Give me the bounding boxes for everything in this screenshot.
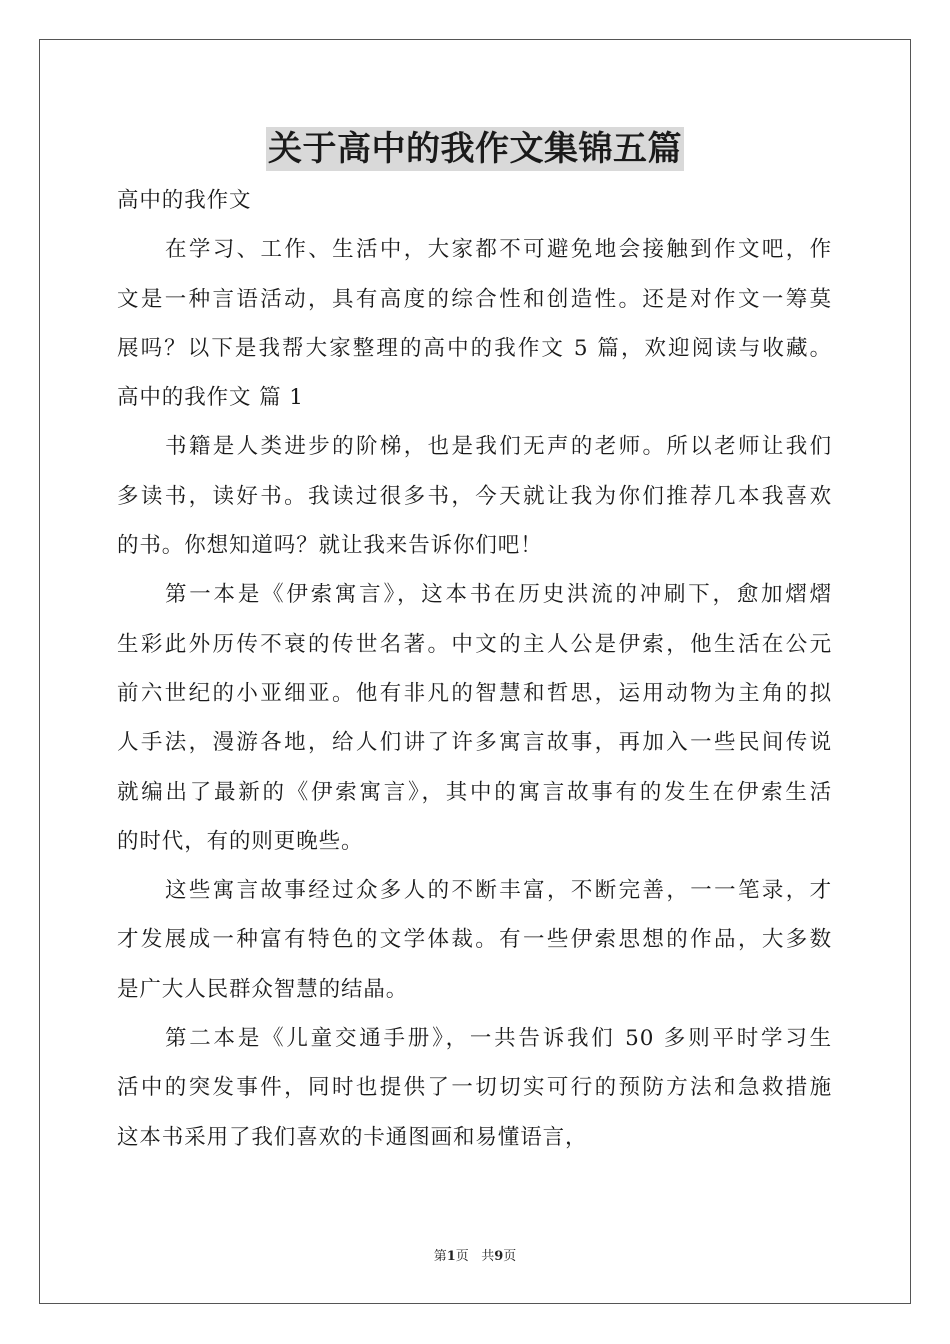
text-line: 在学习、工作、生活中，大家都不可避免地会接触到作文吧，作 — [165, 237, 832, 263]
footer-page-suffix: 页 — [455, 1249, 469, 1264]
text-line: 文是一种言语活动，具有高度的综合性和创造性。还是对作文一筹莫 — [117, 286, 832, 312]
text-line: 才发展成一种富有特色的文学体裁。有一些伊索思想的作品，大多数 — [117, 927, 832, 953]
page-footer — [0, 1245, 950, 1264]
text-line: 前六世纪的小亚细亚。他有非凡的智慧和哲思，运用动物为主角的拟 — [117, 680, 832, 706]
text-line: 这本书采用了我们喜欢的卡通图画和易懂语言， — [117, 1124, 588, 1150]
footer-page-prefix: 第 — [433, 1249, 447, 1264]
text-line: 第二本是《儿童交通手册》，一共告诉我们 50 多则平时学习生 — [165, 1026, 832, 1052]
text-line: 的时代，有的则更晚些。 — [117, 828, 364, 854]
text-line: 活中的突发事件，同时也提供了一切切实可行的预防方法和急救措施 — [117, 1075, 832, 1101]
document-title: 关于高中的我作文集锦五篇 — [268, 129, 682, 169]
footer-total-pages: 9 — [494, 1249, 504, 1264]
footer-total-suffix: 页 — [503, 1249, 517, 1264]
text-line: 这些寓言故事经过众多人的不断丰富，不断完善，一一笔录，才 — [165, 878, 832, 904]
text-line: 就编出了最新的《伊索寓言》，其中的寓言故事有的发生在伊索生活 — [117, 779, 832, 805]
text-line: 展吗？以下是我帮大家整理的高中的我作文 5 篇，欢迎阅读与收藏。 — [117, 335, 832, 361]
text-line: 高中的我作文 — [117, 188, 252, 213]
text-line: 第一本是《伊索寓言》，这本书在历史洪流的冲刷下，愈加熠熠 — [165, 582, 832, 608]
text-line: 多读书，读好书。我读过很多书，今天就让我为你们推荐几本我喜欢 — [117, 483, 832, 509]
text-line: 人手法，漫游各地，给人们讲了许多寓言故事，再加入一些民间传说 — [117, 730, 832, 756]
text-line: 高中的我作文 篇 1 — [117, 385, 304, 411]
text-line: 是广大人民群众智慧的结晶。 — [117, 976, 409, 1002]
footer-page-number: 1 — [446, 1249, 456, 1264]
text-line: 书籍是人类进步的阶梯，也是我们无声的老师。所以老师让我们 — [165, 434, 832, 460]
title-container — [0, 127, 950, 171]
footer-total-prefix: 共 — [481, 1249, 495, 1264]
text-line: 的书。你想知道吗？就让我来告诉你们吧！ — [117, 533, 543, 559]
document-body — [117, 176, 832, 1162]
text-line: 生彩此外历传不衰的传世名著。中文的主人公是伊索，他生活在公元 — [117, 631, 832, 657]
